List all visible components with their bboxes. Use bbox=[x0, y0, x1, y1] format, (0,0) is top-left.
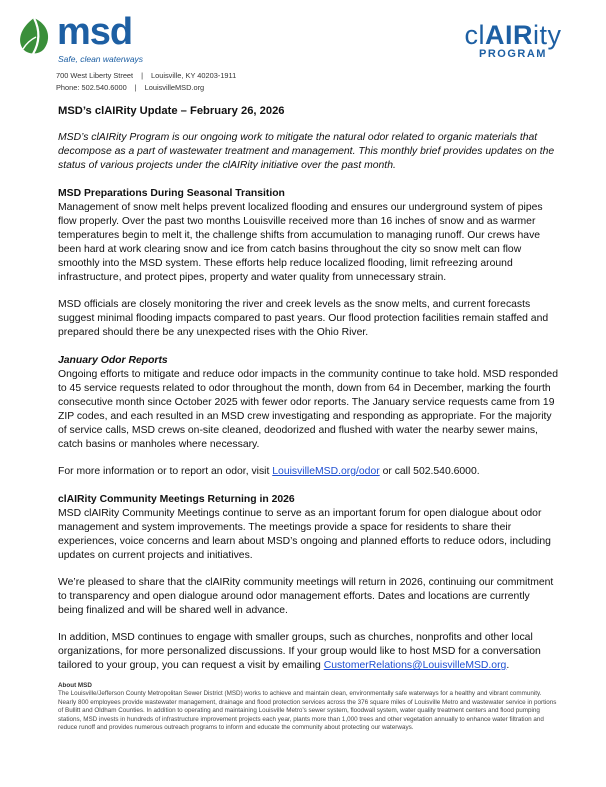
address-street: 700 West Liberty Street bbox=[56, 71, 134, 80]
meetings-paragraph-3: In addition, MSD continues to engage with smaller groups, such as churches, nonprofits and other local organizations, for more personalized discussions. If your group would like to host MSD for a conversation tailored to your group, you can request a visit by emailing CustomerRelations@LouisvilleMSD.org. bbox=[58, 632, 541, 671]
about-text: The Louisville/Jefferson County Metropolitan Sewer District (MSD) works to achieve and maintain clean, environmentally safe waterways for a healthy and vibrant community. Nearly 800 employees provide wastewater management, drainage and flood protection services across the 376 square miles of Louisville Metro and wastewater service in portions of Bullitt and Oldham Counties. In addition to operating and maintaining Louisville Metro’s sewer system, floodwall system, water quality treatment centers and flood pumping stations, MSD invests in hundreds of infrastructure improvement projects each year, plants more than 1,000 trees and other vegetation annually to enhance water filtration and reduce runoff and provides numerous outreach programs to inform and educate the community about protecting our waterways. bbox=[58, 690, 557, 732]
customer-relations-email-link[interactable]: CustomerRelations@LouisvilleMSD.org bbox=[323, 660, 507, 671]
intro-paragraph: MSD’s clAIRity Program is our ongoing work to mitigate the natural odor related to organic materials that decompose as a part of wastewater treatment and management. This monthly brief provides updates on the status of various projects under the clAIRity initiative over the past month. bbox=[58, 132, 555, 171]
address-city: Louisville, KY 40203-1911 bbox=[151, 71, 237, 80]
address-website[interactable]: LouisvilleMSD.org bbox=[144, 83, 205, 92]
section-heading-odor: January Odor Reports bbox=[58, 355, 168, 366]
clairity-program-logo bbox=[443, 20, 583, 72]
address-phone: Phone: 502.540.6000 bbox=[56, 83, 127, 92]
clairity-wordmark: clAIRity bbox=[464, 20, 562, 50]
msd-tagline: Safe, clean waterways bbox=[58, 54, 144, 64]
odor-report-link[interactable]: LouisvilleMSD.org/odor bbox=[272, 466, 380, 477]
about-heading: About MSD bbox=[58, 682, 92, 689]
odor-paragraph-1: Ongoing efforts to mitigate and reduce odor impacts in the community continue to take hold. MSD responded to 45 service requests related to odor throughout the month, down from 64 in December, marking the fourth consecutive month since October 2025 with fewer odor reports. The January service requests came from 19 ZIP codes, and each resulted in an MSD crew investigating and responding as appropriate. For the majority of service calls, MSD crews on-site cleaned, deodorized and flushed with water the nearby sewer mains, catch basins or manholes where necessary. bbox=[58, 369, 558, 450]
document-body bbox=[58, 104, 558, 673]
leaf-icon bbox=[14, 16, 54, 56]
odor-paragraph-2: For more information or to report an odor, visit LouisvilleMSD.org/odor or call 502.540.6000. bbox=[58, 466, 480, 477]
meetings-paragraph-1: MSD clAIRity Community Meetings continue to serve as an important forum for open dialogue about odor management and system improvements. The meetings provide a space for residents to share their experiences, voice concerns and learn about MSD’s ongoing and planned efforts to reduce odors, including updates on current projects and initiatives. bbox=[58, 508, 551, 561]
address-block: 700 West Liberty Street | Louisville, KY 40203-1911 Phone: 502.540.6000 | LouisvilleMSD.org bbox=[56, 71, 237, 92]
about-msd bbox=[58, 682, 558, 732]
seasonal-paragraph-1: Management of snow melt helps prevent localized flooding and ensures our underground system of pipes flow properly. Over the past two months Louisville received more than 16 inches of snow and as warmer temperatures begin to melt it, the challenge shifts from accumulation to managing runoff. Our crews have been hard at work clearing snow and ice from catch basins throughout the city so snow melt can flow smoothly into the MSD system. These efforts help reduce localized flooding, limit refreezing around infrastructure, and protect pipes, property and water quality from unnecessary strain. bbox=[58, 202, 543, 283]
section-heading-seasonal: MSD Preparations During Seasonal Transition bbox=[58, 188, 285, 199]
document-title: MSD’s clAIRity Update – February 26, 2026 bbox=[58, 105, 285, 117]
msd-wordmark: msd bbox=[57, 11, 133, 53]
program-label: PROGRAM bbox=[479, 48, 547, 60]
section-heading-meetings: clAIRity Community Meetings Returning in 2026 bbox=[58, 494, 295, 505]
seasonal-paragraph-2: MSD officials are closely monitoring the river and creek levels as the snow melts, and current forecasts suggest minimal flooding impacts compared to past years. Our flood protection facilities remain staffed and prepared should there be any unexpected rises with the Ohio River. bbox=[58, 299, 549, 338]
msd-logo bbox=[14, 11, 164, 68]
meetings-paragraph-2: We’re pleased to share that the clAIRity community meetings will return in 2026, continuing our commitment to transparency and open dialogue around odor management efforts. Dates and locations are currently being finalized and will be shared well in advance. bbox=[58, 577, 554, 616]
